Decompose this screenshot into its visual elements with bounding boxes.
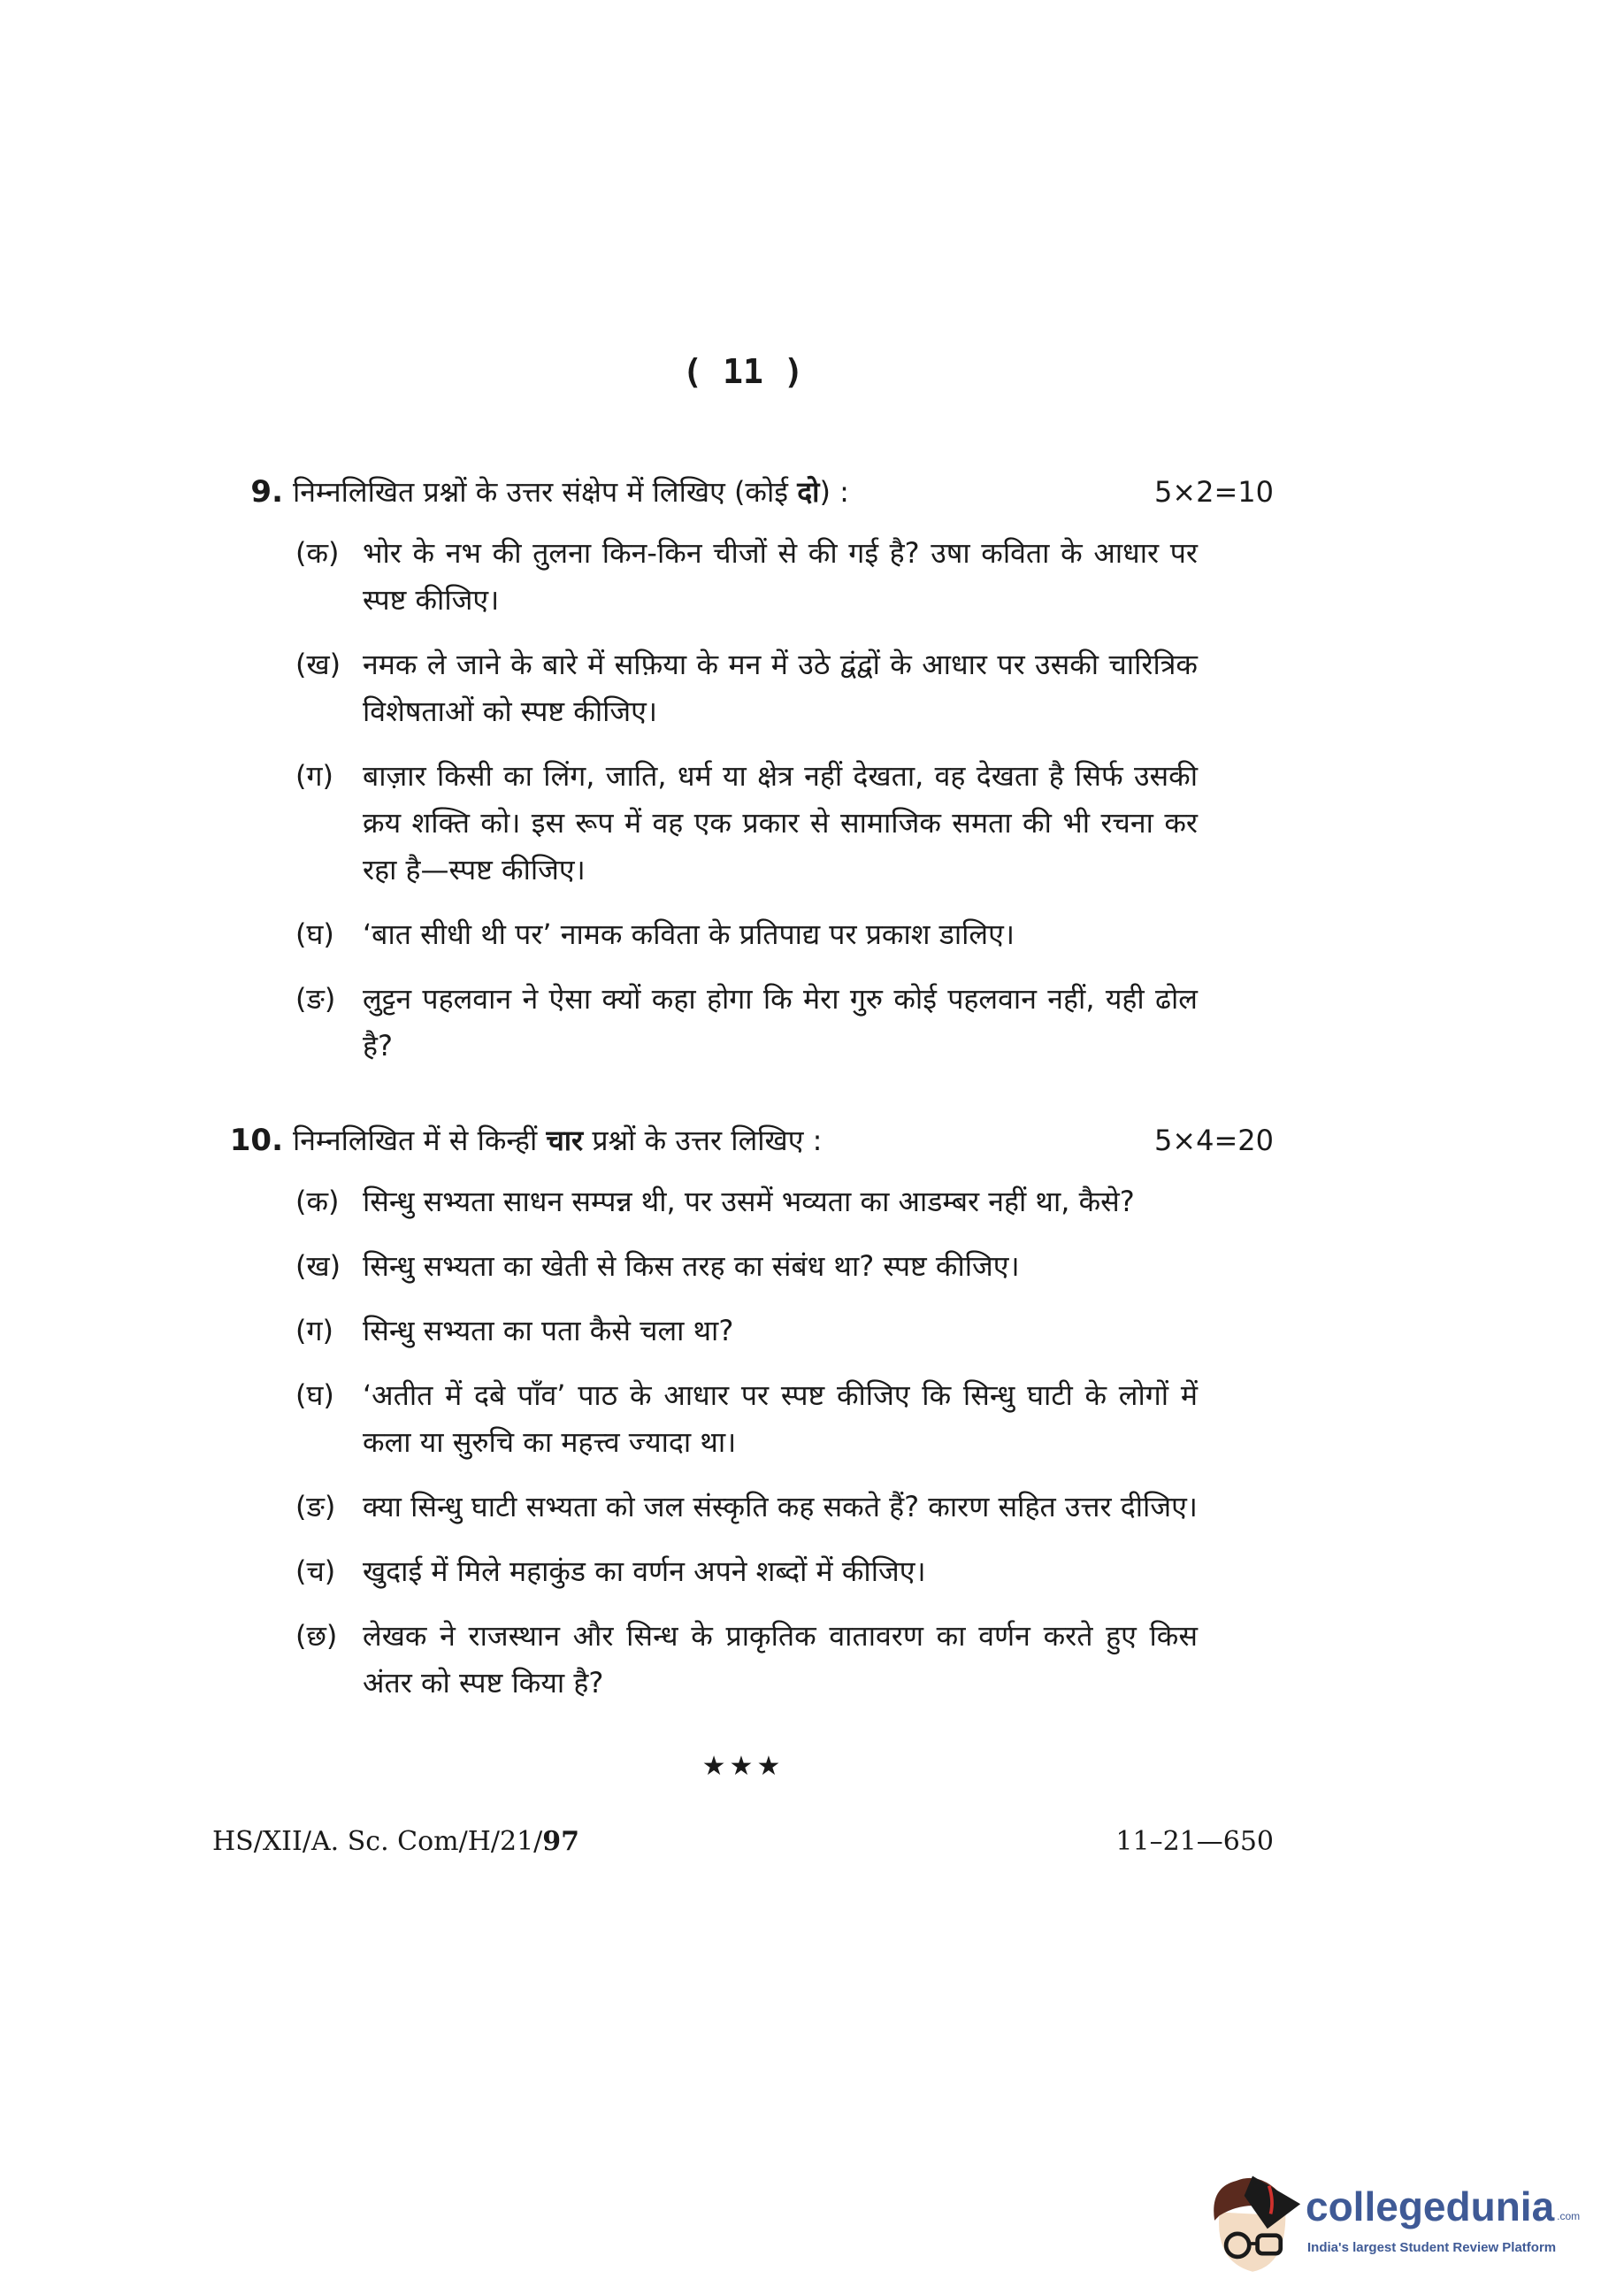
logo-brand: collegedunia (1306, 2183, 1555, 2229)
sub-question-text: ‘बात सीधी थी पर’ नामक कविता के प्रतिपाद्य पर प्रकाश डालिए। (363, 917, 1015, 951)
sub-question (295, 641, 1198, 735)
question-header (212, 469, 1274, 516)
sub-question-text: सिन्धु सभ्यता का पता कैसे चला था? (363, 1314, 734, 1347)
sub-question-label: (क) (295, 536, 340, 570)
sub-question-label: (ङ) (295, 982, 336, 1016)
sub-question-text: बाज़ार किसी का लिंग, जाति, धर्म या क्षेत्र नहीं देखता, वह देखता है सिर्फ उसकी क्रय शक्ति को। इस रूप में वह एक प्रकार से सामाजिक समता की भी रचना कर रहा है—स्पष्ट कीजिए। (363, 759, 1198, 886)
sub-question (295, 1308, 1198, 1354)
page-footer (212, 1824, 1274, 1860)
sub-question (295, 1613, 1198, 1707)
sub-question (295, 1548, 1198, 1595)
question-text-bold: दो (797, 475, 820, 509)
sub-question (295, 1372, 1198, 1466)
logo-suffix: .com (1557, 2210, 1581, 2222)
question-text-part: ) : (819, 475, 849, 509)
question-9 (212, 469, 1274, 1070)
paper-code (212, 1824, 579, 1860)
sub-question-label: (ख) (295, 1249, 341, 1283)
question-text-part: निम्नलिखित प्रश्नों के उत्तर संक्षेप में लिखिए (कोई (293, 475, 798, 509)
sub-question-label: (घ) (295, 1378, 334, 1412)
sub-question-text: सिन्धु सभ्यता का खेती से किस तरह का संबंध था? स्पष्ट कीजिए। (363, 1249, 1020, 1283)
question-marks: 5×2=10 (1153, 475, 1274, 509)
collegedunia-logo (1203, 2159, 1615, 2279)
logo-tagline: India's largest Student Review Platform (1307, 2240, 1557, 2255)
sub-question-list (212, 1178, 1274, 1707)
sub-question-label: (ग) (295, 1314, 333, 1347)
sub-question-list (212, 530, 1274, 1070)
paper-code-bold: 97 (542, 1826, 580, 1857)
sub-question (295, 976, 1198, 1070)
sub-question-label: (ग) (295, 759, 333, 793)
sub-question-label: (घ) (295, 917, 334, 951)
question-text-part: प्रश्नों के उत्तर लिखिए : (583, 1124, 823, 1157)
question-number: 10. (229, 1123, 283, 1158)
question-text-bold: चार (546, 1124, 584, 1157)
sub-question (295, 753, 1198, 894)
sub-question-label: (ख) (295, 648, 341, 681)
sub-question-label: (ङ) (295, 1490, 336, 1523)
sub-question-text: क्या सिन्धु घाटी सभ्यता को जल संस्कृति कह सकते हैं? कारण सहित उत्तर दीजिए। (363, 1490, 1198, 1523)
print-code: 11–21—650 (1115, 1826, 1274, 1857)
sub-question-label: (क) (295, 1185, 340, 1218)
end-marker: ★★★ (701, 1751, 785, 1782)
sub-question-label: (छ) (295, 1619, 338, 1653)
sub-question (295, 530, 1198, 624)
sub-question-text: खुदाई में मिले महाकुंड का वर्णन अपने शब्दों में कीजिए। (363, 1554, 926, 1588)
sub-question-text: लुट्टन पहलवान ने ऐसा क्यों कहा होगा कि मेरा गुरु कोई पहलवान नहीं, यही ढोल है? (363, 982, 1198, 1063)
question-text-part: निम्नलिखित में से किन्हीं (293, 1124, 547, 1157)
question-text (293, 1117, 1137, 1164)
sub-question-text: लेखक ने राजस्थान और सिन्ध के प्राकृतिक वातावरण का वर्णन करते हुए किस अंतर को स्पष्ट किया है? (363, 1619, 1198, 1700)
question-header (212, 1117, 1274, 1164)
question-text (293, 469, 1137, 516)
question-marks: 5×4=20 (1153, 1124, 1274, 1157)
sub-question (295, 1484, 1198, 1531)
question-paper-body (212, 469, 1274, 1860)
sub-question-text: नमक ले जाने के बारे में सफ़िया के मन में उठे द्वंद्वों के आधार पर उसकी चारित्रिक विशेषताओं को स्पष्ट कीजिए। (363, 648, 1198, 728)
sub-question-text: सिन्धु सभ्यता साधन सम्पन्न थी, पर उसमें भव्यता का आडम्बर नहीं था, कैसे? (363, 1185, 1135, 1218)
question-10 (212, 1117, 1274, 1707)
page-number: ( 11 ) (682, 352, 804, 391)
paper-code-prefix: HS/XII/A. Sc. Com/H/21/ (212, 1826, 543, 1857)
question-number: 9. (250, 474, 283, 510)
sub-question (295, 911, 1198, 958)
sub-question (295, 1243, 1198, 1290)
sub-question-text: भोर के नभ की तुलना किन-किन चीजों से की गई है? उषा कविता के आधार पर स्पष्ट कीजिए। (363, 536, 1198, 617)
sub-question-text: ‘अतीत में दबे पाँव’ पाठ के आधार पर स्पष्ट कीजिए कि सिन्धु घाटी के लोगों में कला या सुरुचि का महत्त्व ज्यादा था। (363, 1378, 1198, 1459)
mascot-icon (1203, 2159, 1302, 2279)
logo-brand-row (1306, 2182, 1580, 2231)
sub-question-label: (च) (295, 1554, 336, 1588)
sub-question (295, 1178, 1198, 1225)
